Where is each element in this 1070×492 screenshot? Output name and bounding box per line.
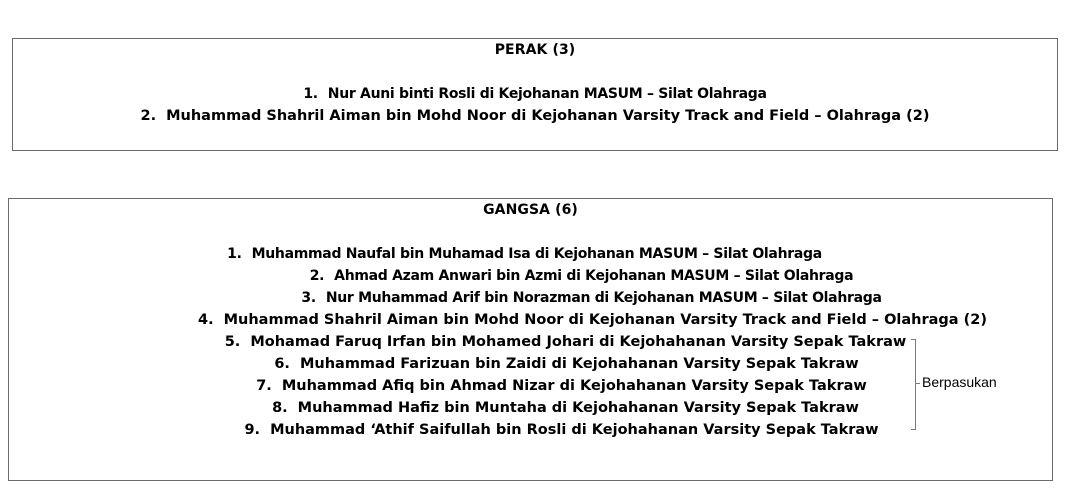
gangsa-item-4 [71, 311, 1070, 329]
gangsa-item-8-number: 8. [272, 400, 288, 416]
perak-item-2 [13, 107, 1057, 125]
perak-section [12, 38, 1058, 151]
gangsa-item-3-text: Nur Muhammad Arif bin Norazman di Kejohanan MASUM – Silat Olahraga [325, 290, 882, 306]
gangsa-item-3 [70, 289, 1070, 307]
gangsa-item-6-number: 6. [274, 356, 290, 372]
team-bracket-tick [915, 383, 920, 384]
gangsa-item-5-number: 5. [224, 334, 241, 350]
perak-item-2-number: 2. [140, 108, 157, 124]
perak-item-2-text: Muhammad Shahril Aiman bin Mohd Noor di Kejohanan Varsity Track and Field – Olahraga (2) [166, 108, 930, 124]
gangsa-item-9-text: Muhammad ‘Athif Saifullah bin Rosli di Kejohahanan Varsity Sepak Takraw [270, 422, 879, 438]
gangsa-item-1 [3, 245, 1046, 263]
gangsa-item-9-number: 9. [244, 422, 261, 438]
gangsa-item-5-text: Mohamad Faruq Irfan bin Mohamed Johari di Kejohahanan Varsity Sepak Takraw [250, 334, 907, 350]
gangsa-item-2-text: Ahmad Azam Anwari bin Azmi di Kejohanan MASUM – Silat Olahraga [334, 268, 854, 284]
perak-item-1-number: 1. [303, 86, 318, 102]
team-bracket-label: Berpasukan [922, 374, 997, 390]
perak-item-1-text: Nur Auni binti Rosli di Kejohanan MASUM – Silat Olahraga [327, 86, 767, 102]
gangsa-item-2-number: 2. [309, 268, 325, 284]
gangsa-item-6-text: Muhammad Farizuan bin Zaidi di Kejohahanan Varsity Sepak Takraw [299, 356, 859, 372]
gangsa-item-6 [45, 355, 1070, 373]
gangsa-item-7-number: 7. [256, 378, 272, 394]
gangsa-item-5 [44, 333, 1070, 351]
gangsa-item-7-text: Muhammad Afiq bin Ahmad Nizar di Kejohahanan Varsity Sepak Takraw [281, 378, 867, 394]
gangsa-item-4-text: Muhammad Shahril Aiman bin Mohd Noor di Kejohanan Varsity Track and Field – Olahraga (2) [223, 312, 987, 328]
gangsa-section [8, 198, 1053, 481]
gangsa-item-1-number: 1. [227, 246, 242, 262]
gangsa-item-4-number: 4. [198, 312, 214, 328]
gangsa-item-8 [44, 399, 1070, 417]
perak-title: PERAK (3) [494, 42, 576, 58]
gangsa-item-2 [60, 267, 1070, 285]
gangsa-item-1-text: Muhammad Naufal bin Muhamad Isa di Kejohanan MASUM – Silat Olahraga [251, 246, 822, 262]
team-bracket [911, 339, 916, 430]
gangsa-title: GANGSA (6) [483, 202, 578, 218]
perak-item-1 [13, 85, 1057, 103]
gangsa-item-8-text: Muhammad Hafiz bin Muntaha di Kejohahanan Varsity Sepak Takraw [297, 400, 859, 416]
gangsa-item-3-number: 3. [301, 290, 316, 306]
